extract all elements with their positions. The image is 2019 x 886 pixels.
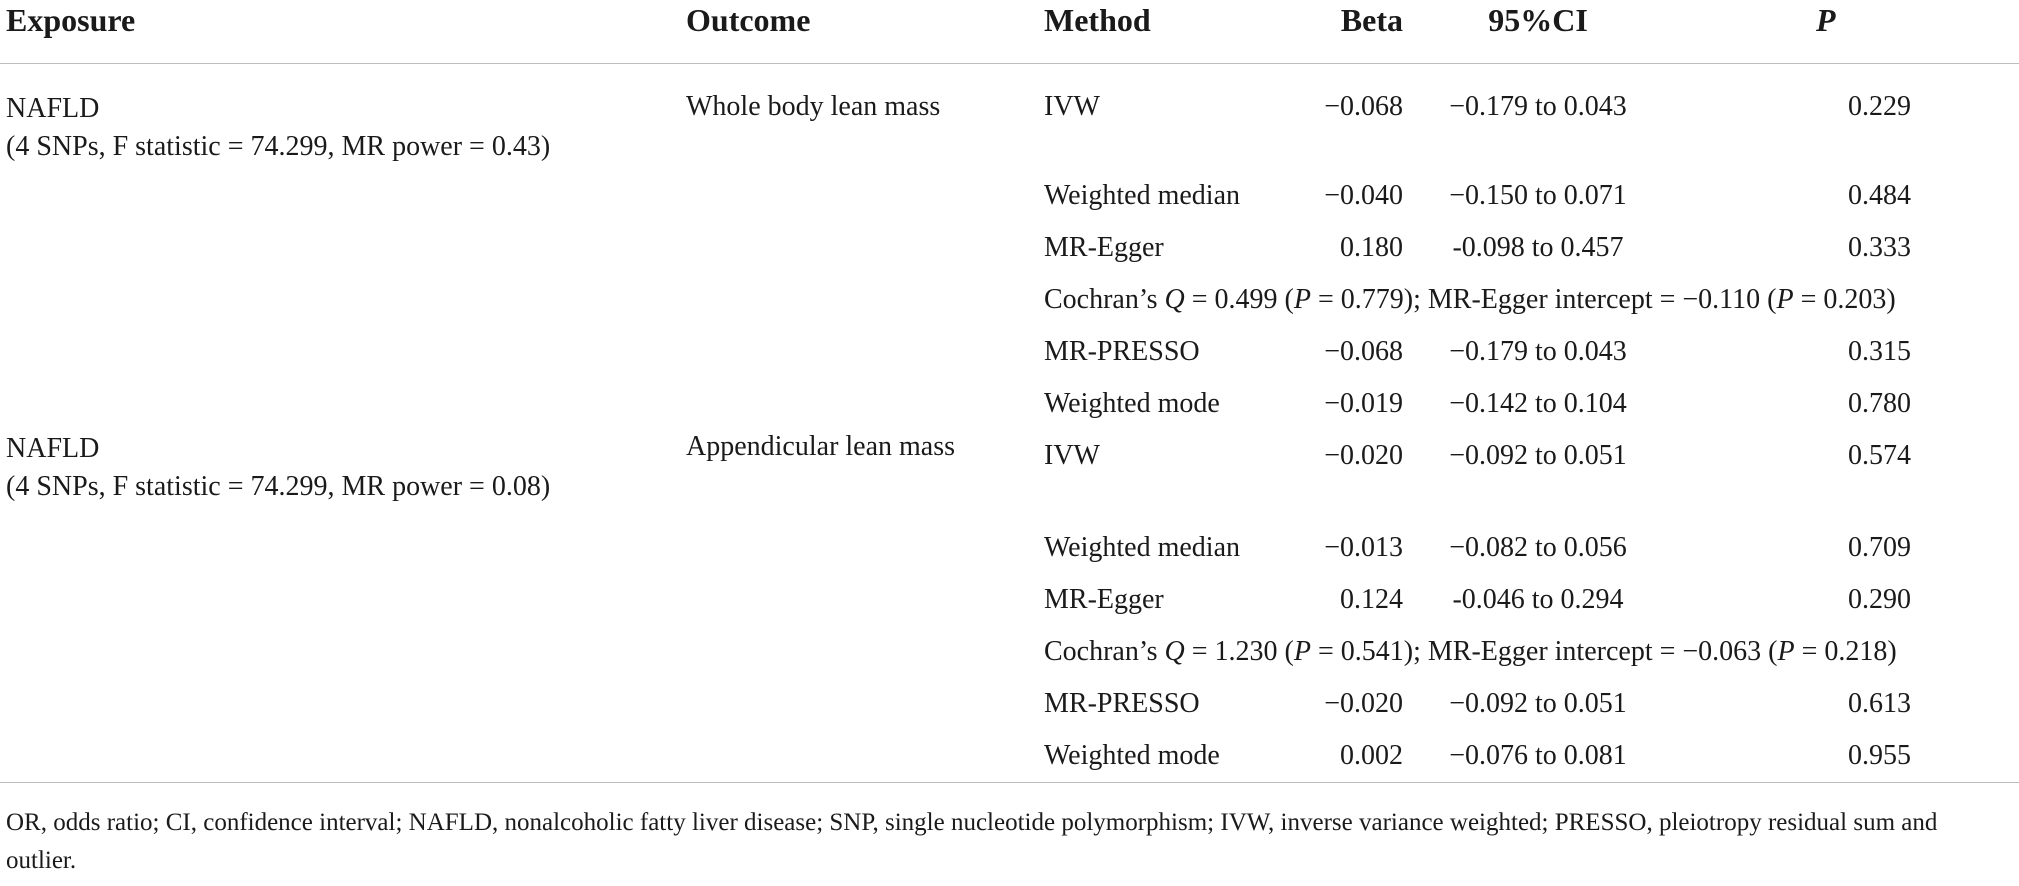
ci-cell: -0.046 to 0.294	[1452, 584, 1624, 615]
beta-cell: −0.020	[1324, 440, 1403, 471]
beta-cell: 0.180	[1340, 232, 1403, 263]
method-cell: IVW	[1044, 440, 1100, 471]
p-cell: 0.290	[1848, 584, 1911, 615]
ci-cell: −0.076 to 0.081	[1403, 730, 1673, 783]
table-footnote: OR, odds ratio; CI, confidence interval; NAFLD, nonalcoholic fatty liver disease; SNP, single nucleotide polymorphism; IVW, inverse variance weighted; PRESSO, pleiotropy residual sum and outlier.	[6, 809, 1938, 874]
p-cell: 0.955	[1673, 730, 2019, 783]
exposure-detail: (4 SNPs, F statistic = 74.299, MR power = 0.08)	[6, 471, 551, 502]
ci-cell: −0.179 to 0.043	[1449, 336, 1627, 367]
table-row	[0, 574, 2019, 626]
heterogeneity-note: Cochran’s Q = 0.499 (P = 0.779); MR-Egger intercept = −0.110 (P = 0.203)	[1044, 284, 1896, 315]
table-row	[0, 222, 2019, 274]
heterogeneity-note: Cochran’s Q = 1.230 (P = 0.541); MR-Egger intercept = −0.063 (P = 0.218)	[1044, 636, 1897, 667]
outcome-cell: Appendicular lean mass	[686, 431, 956, 462]
beta-cell: −0.019	[1324, 388, 1403, 419]
table-row	[0, 522, 2019, 574]
table-row	[0, 378, 2019, 430]
exposure-cell	[0, 64, 680, 171]
beta-cell: −0.020	[1324, 688, 1403, 719]
p-cell: 0.780	[1848, 388, 1911, 419]
table-row	[0, 678, 2019, 730]
table-row	[0, 430, 2019, 482]
ci-cell: −0.150 to 0.071	[1449, 180, 1627, 211]
beta-cell: 0.124	[1340, 584, 1403, 615]
table-row	[0, 326, 2019, 378]
p-cell: 0.574	[1848, 440, 1911, 471]
beta-cell: −0.068	[1324, 91, 1403, 122]
p-cell: 0.315	[1848, 336, 1911, 367]
ci-cell: -0.098 to 0.457	[1452, 232, 1624, 263]
method-cell: Weighted mode	[1038, 730, 1288, 783]
ci-cell: −0.092 to 0.051	[1449, 440, 1627, 471]
beta-cell: 0.002	[1288, 730, 1403, 783]
p-cell: 0.229	[1848, 91, 1911, 122]
heterogeneity-row	[0, 274, 2019, 326]
header-exposure: Exposure	[0, 0, 680, 64]
p-cell: 0.484	[1848, 180, 1911, 211]
header-row	[0, 0, 2019, 64]
p-cell: 0.709	[1848, 532, 1911, 563]
header-p: P	[1673, 0, 2019, 64]
method-cell: Weighted median	[1044, 532, 1241, 563]
beta-cell: −0.068	[1324, 336, 1403, 367]
method-cell: MR-Egger	[1044, 584, 1164, 615]
heterogeneity-row	[0, 626, 2019, 678]
method-cell: Weighted median	[1044, 180, 1241, 211]
table-row	[0, 730, 2019, 783]
method-cell: Weighted mode	[1044, 388, 1220, 419]
beta-cell: −0.040	[1324, 180, 1403, 211]
exposure-name: NAFLD	[6, 93, 100, 124]
beta-cell: −0.013	[1324, 532, 1403, 563]
exposure-cell	[0, 430, 680, 522]
method-cell: IVW	[1044, 91, 1100, 122]
ci-cell: −0.179 to 0.043	[1449, 91, 1627, 122]
header-beta: Beta	[1288, 0, 1403, 64]
p-cell: 0.333	[1848, 232, 1911, 263]
ci-cell: −0.142 to 0.104	[1449, 388, 1627, 419]
table-row	[0, 170, 2019, 222]
table-row	[0, 64, 2019, 131]
method-cell: MR-PRESSO	[1044, 688, 1200, 719]
outcome-cell: Whole body lean mass	[686, 91, 941, 122]
method-cell: MR-Egger	[1044, 232, 1164, 263]
header-ci: 95%CI	[1403, 0, 1673, 64]
ci-cell: −0.082 to 0.056	[1449, 532, 1627, 563]
exposure-name: NAFLD	[6, 433, 100, 464]
ci-cell: −0.092 to 0.051	[1449, 688, 1627, 719]
exposure-detail: (4 SNPs, F statistic = 74.299, MR power = 0.43)	[6, 131, 551, 162]
p-cell: 0.613	[1848, 688, 1911, 719]
header-method: Method	[1038, 0, 1288, 64]
header-outcome: Outcome	[680, 0, 1038, 64]
method-cell: MR-PRESSO	[1044, 336, 1200, 367]
